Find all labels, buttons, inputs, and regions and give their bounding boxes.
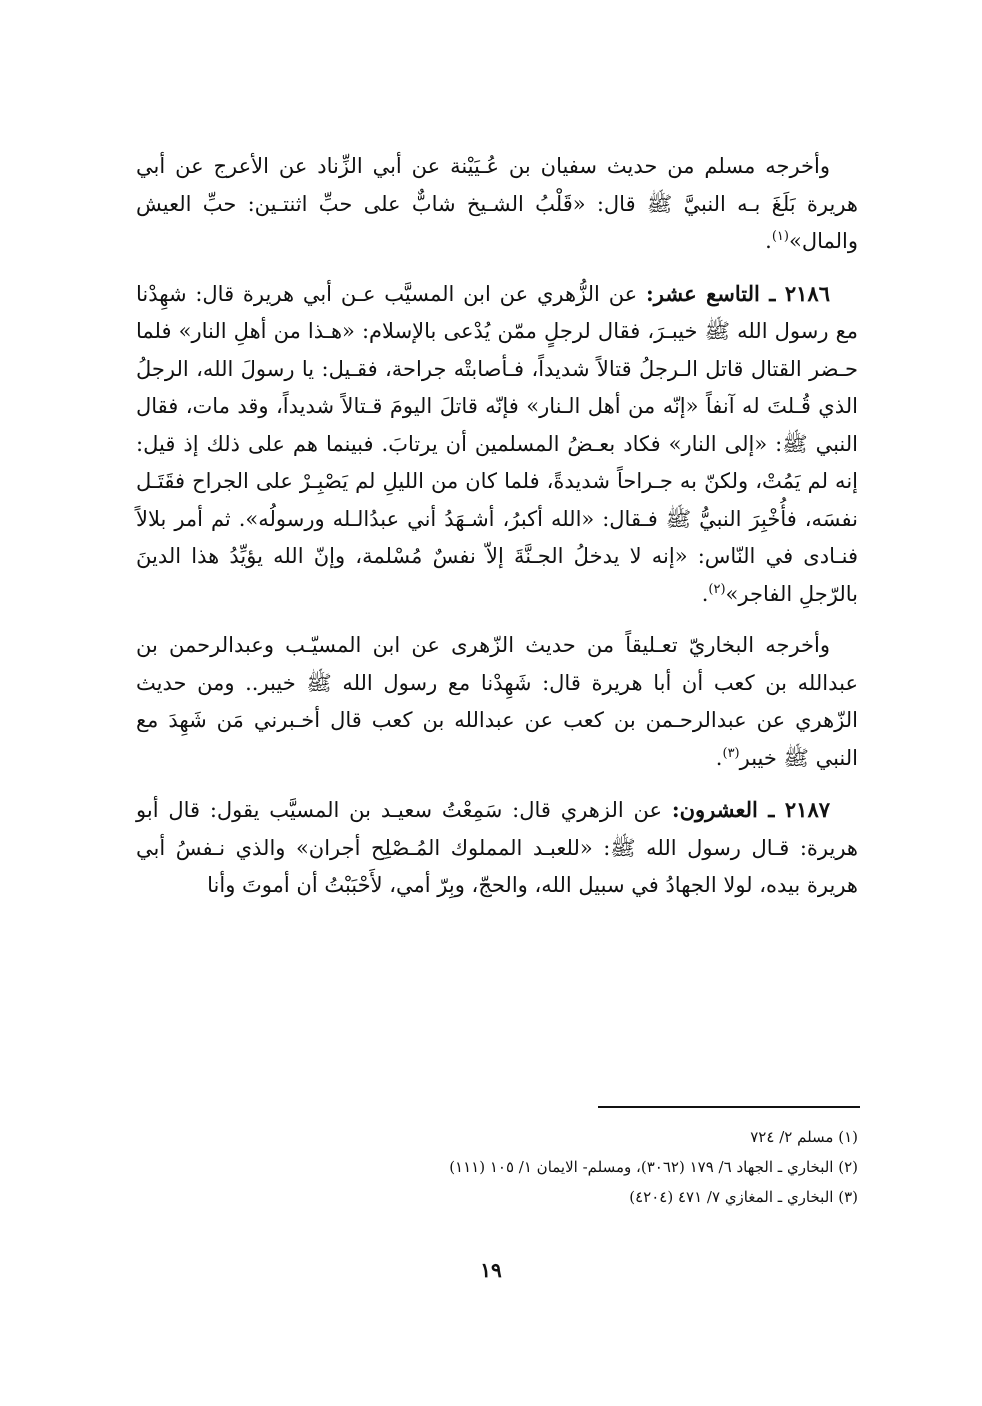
paragraph-text: وأخرجه مسلم من حديث سفيان بن عُـيَيْنة عن أبي الزِّناد عن الأعرج عن أبي هريرة بَلَغَ بـه النبيَّ ﷺ قال: «قَلْبُ الشـيخ شابٌّ على حبِّ اثنتـين: حبِّ العيش والمال» bbox=[136, 154, 858, 253]
paragraph-tail: . bbox=[765, 229, 772, 253]
footnote-ref-1: (١) bbox=[771, 229, 789, 244]
entry-heading-2187: ٢١٨٧ ـ العشرون: bbox=[671, 797, 831, 822]
entry-heading-2186: ٢١٨٦ ـ التاسع عشر: bbox=[646, 280, 830, 306]
footnote-ref-3: (٣) bbox=[722, 745, 740, 761]
footnote-ref-2: (٢) bbox=[708, 581, 726, 597]
main-text bbox=[136, 148, 858, 919]
page-number: ١٩ bbox=[480, 1258, 502, 1282]
paragraph-tail: . bbox=[715, 745, 723, 770]
paragraph-text: عن الزُّهري عن ابن المسيَّب عـن أبي هريرة قال: شهِدْنا مع رسول الله ﷺ خيبـرَ، فقال لرجلٍ ممّن يُدْعى بالإسلام: «هـذا من أهلِ النار» فلما حـضر القتال قاتل الـرجلُ قتالاً شديداً، فـأصابتْه جراحة، فقـيل: يا رسولَ الله، الرجلُ الذي قُـلتَ له آنفاً «إنّه من أهل الـنار» فإنّه قاتلَ اليومَ قـتالاً شديداً، وقد مات، فقال النبي ﷺ: «إلى النار» فكاد بعـضُ المسلمين أن يرتابَ. فبينما هم على ذلك إذ قيل: إنه لم يَمُتْ، ولكنّ به جـراحاً شديدةً، فلما كان من الليلِ لم يَصْبِـرْ على الجراح فقَتَـل نفسَه، فأُخْبِرَ النبيُّ ﷺ فـقال: «الله أكبرُ، أشـهَدُ أني عبدُالـله ورسولُه». ثم أمر بلالاً فنـادى في النّاس: «إنه لا يدخلُ الجـنَّةَ إلاّ نفسٌ مُسْلمة، وإنّ الله يؤيِّدُ هذا الدينَ بالرّجلِ الفاجر» bbox=[136, 281, 858, 606]
footnote-3: (٣) البخاري ـ المغازي ٧/ ٤٧١ (٤٢٠٤) bbox=[629, 1188, 858, 1206]
hadith-entry-2187 bbox=[136, 791, 858, 905]
footnote-separator bbox=[598, 1106, 860, 1108]
hadith-entry-2186 bbox=[136, 275, 858, 614]
paragraph-muslim-narration bbox=[136, 148, 858, 261]
paragraph-text: عن الزهري قال: سَمِعْتُ سعيـد بن المسيَّب يقول: قال أبو هريرة: قـال رسول الله ﷺ: «للعبـد المملوك المُـصْلِح أجران» والذي نـفسُ أبي هريرة بيده، لولا الجهادُ في سبيل الله، والحجّ، وبِرّ أمي، لأَحْبَبْتُ أن أموتَ وأنا bbox=[136, 798, 858, 897]
footnotes bbox=[136, 1122, 858, 1212]
paragraph-text: وأخرجه البخاريّ تعـليقاً من حديث الزّهرى عن ابن المسيّـب وعبدالرحمن بن عبدالله بن كعب أن أبا هريرة قال: شَهِدْنا مع رسول الله ﷺ خيبر.. ومن حديث الزّهري عن عبدالرحـمن بن كعب عن عبدالله بن كعب قال أخـبرني مَن شَهِدَ مع النبي ﷺ خيبر bbox=[136, 633, 858, 770]
paragraph-bukhari-narration bbox=[136, 627, 858, 777]
footnote-1: (١) مسلم ٢/ ٧٢٤ bbox=[750, 1128, 858, 1146]
footnote-2: (٢) البخاري ـ الجهاد ٦/ ١٧٩ (٣٠٦٢)، ومسلم- الايمان ١/ ١٠٥ (١١١) bbox=[449, 1158, 858, 1176]
paragraph-tail: . bbox=[701, 581, 709, 606]
